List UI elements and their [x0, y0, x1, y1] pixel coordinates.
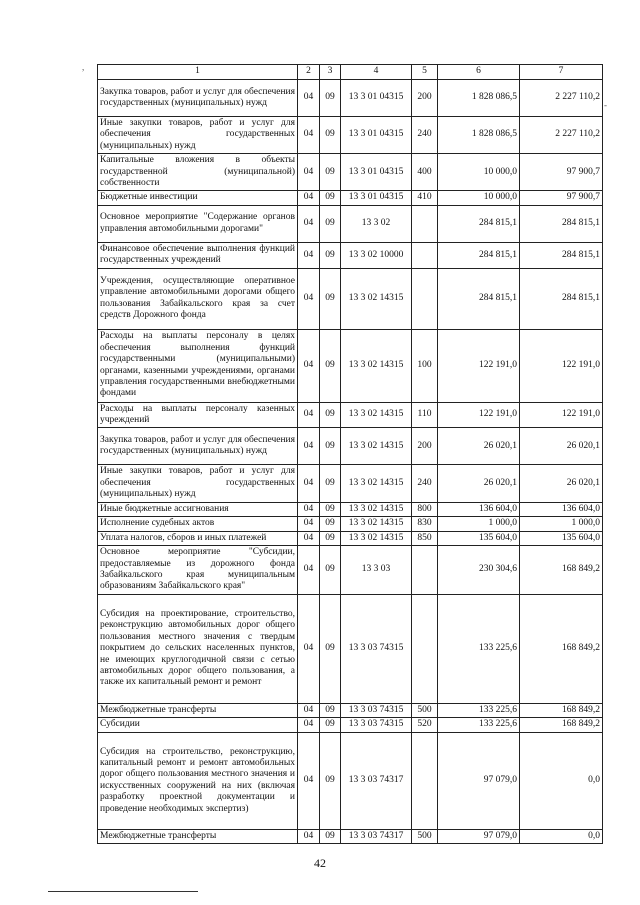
row-section-cell: 04	[298, 117, 320, 154]
row-sum-year1-cell: 136 604,0	[438, 502, 520, 516]
header-cell: 2	[298, 65, 320, 80]
table-row	[98, 829, 603, 843]
header-cell: 4	[341, 65, 412, 80]
row-expense-type-cell: 110	[412, 402, 438, 428]
table-row	[98, 402, 603, 428]
row-sum-year2-cell: 168 849,2	[520, 545, 603, 594]
row-subsection-cell: 09	[320, 829, 341, 843]
row-sum-year2-cell: 168 849,2	[520, 718, 603, 732]
row-subsection-cell: 09	[320, 117, 341, 154]
row-name-cell: Субсидии	[98, 718, 298, 732]
row-subsection-cell: 09	[320, 242, 341, 268]
row-name-cell: Субсидия на проектирование, строительство, реконструкцию автомобильных дорог общего пользования местного значения с твердым покрытием до сельских населенных пунктов, не имеющих круглогодичной связи с сетью автомобильных дорог общего пользования, а также их капитальный ремонт и ремонт	[98, 594, 298, 703]
row-name-cell: Иные закупки товаров, работ и услуг для обеспечения государственных (муниципальных) нужд	[98, 465, 298, 502]
row-target-code-cell: 13 3 02 14315	[341, 465, 412, 502]
row-sum-year2-cell: 0,0	[520, 829, 603, 843]
row-expense-type-cell	[412, 732, 438, 829]
row-sum-year2-cell: 284 815,1	[520, 242, 603, 268]
row-expense-type-cell: 850	[412, 531, 438, 545]
header-cell: 3	[320, 65, 341, 80]
row-subsection-cell: 09	[320, 402, 341, 428]
header-cell: 7	[520, 65, 603, 80]
row-sum-year1-cell: 122 191,0	[438, 329, 520, 402]
table-row	[98, 517, 603, 531]
row-name-cell: Исполнение судебных актов	[98, 517, 298, 531]
table-row	[98, 718, 603, 732]
row-sum-year1-cell: 133 225,6	[438, 703, 520, 717]
row-target-code-cell: 13 3 03 74315	[341, 594, 412, 703]
row-section-cell: 04	[298, 465, 320, 502]
row-expense-type-cell	[412, 268, 438, 329]
row-section-cell: 04	[298, 594, 320, 703]
row-section-cell: 04	[298, 205, 320, 242]
row-section-cell: 04	[298, 531, 320, 545]
row-subsection-cell: 09	[320, 80, 341, 117]
table-row	[98, 268, 603, 329]
row-sum-year2-cell: 2 227 110,2	[520, 117, 603, 154]
row-sum-year1-cell: 122 191,0	[438, 402, 520, 428]
row-subsection-cell: 09	[320, 545, 341, 594]
row-target-code-cell: 13 3 02 14315	[341, 402, 412, 428]
row-expense-type-cell: 200	[412, 428, 438, 465]
row-sum-year1-cell: 284 815,1	[438, 205, 520, 242]
row-target-code-cell: 13 3 02 10000	[341, 242, 412, 268]
row-section-cell: 04	[298, 428, 320, 465]
row-target-code-cell: 13 3 02 14315	[341, 531, 412, 545]
row-name-cell: Межбюджетные трансферты	[98, 703, 298, 717]
row-expense-type-cell	[412, 545, 438, 594]
row-section-cell: 04	[298, 517, 320, 531]
table-row	[98, 205, 603, 242]
row-target-code-cell: 13 3 01 04315	[341, 80, 412, 117]
row-name-cell: Закупка товаров, работ и услуг для обеспечения государственных (муниципальных) нужд	[98, 80, 298, 117]
table-row	[98, 154, 603, 191]
row-sum-year2-cell: 284 815,1	[520, 268, 603, 329]
row-section-cell: 04	[298, 329, 320, 402]
row-sum-year1-cell: 10 000,0	[438, 154, 520, 191]
row-sum-year1-cell: 10 000,0	[438, 191, 520, 205]
row-subsection-cell: 09	[320, 154, 341, 191]
row-sum-year2-cell: 135 604,0	[520, 531, 603, 545]
row-target-code-cell: 13 3 02 14315	[341, 268, 412, 329]
row-name-cell: Иные закупки товаров, работ и услуг для обеспечения государственных (муниципальных) нужд	[98, 117, 298, 154]
row-name-cell: Межбюджетные трансферты	[98, 829, 298, 843]
row-target-code-cell: 13 3 01 04315	[341, 154, 412, 191]
row-section-cell: 04	[298, 545, 320, 594]
page-number: 42	[314, 856, 326, 870]
row-name-cell: Учреждения, осуществляющие оперативное управление автомобильными дорогами общего пользования Забайкальского края за счет средств Дорожного фонда	[98, 268, 298, 329]
row-name-cell: Капитальные вложения в объекты государственной (муниципальной) собственности	[98, 154, 298, 191]
row-subsection-cell: 09	[320, 718, 341, 732]
row-expense-type-cell: 830	[412, 517, 438, 531]
row-sum-year2-cell: 168 849,2	[520, 594, 603, 703]
row-target-code-cell: 13 3 03 74315	[341, 718, 412, 732]
row-sum-year1-cell: 26 020,1	[438, 465, 520, 502]
row-sum-year1-cell: 1 828 086,5	[438, 80, 520, 117]
row-sum-year2-cell: 26 020,1	[520, 465, 603, 502]
row-name-cell: Основное мероприятие "Субсидии, предоставляемые из дорожного фонда Забайкальского края муниципальным образованиям Забайкальского края"	[98, 545, 298, 594]
header-cell: 5	[412, 65, 438, 80]
row-name-cell: Расходы на выплаты персоналу казенных учреждений	[98, 402, 298, 428]
row-target-code-cell: 13 3 03	[341, 545, 412, 594]
row-section-cell: 04	[298, 154, 320, 191]
row-sum-year2-cell: 1 000,0	[520, 517, 603, 531]
row-sum-year1-cell: 284 815,1	[438, 242, 520, 268]
row-target-code-cell: 13 3 01 04315	[341, 191, 412, 205]
row-sum-year2-cell: 168 849,2	[520, 703, 603, 717]
row-sum-year1-cell: 26 020,1	[438, 428, 520, 465]
row-section-cell: 04	[298, 703, 320, 717]
row-name-cell: Закупка товаров, работ и услуг для обеспечения государственных (муниципальных) нужд	[98, 428, 298, 465]
row-section-cell: 04	[298, 502, 320, 516]
table-row	[98, 465, 603, 502]
table-row	[98, 80, 603, 117]
table-header-row	[98, 65, 603, 80]
row-expense-type-cell: 240	[412, 465, 438, 502]
row-sum-year1-cell: 133 225,6	[438, 718, 520, 732]
table-row	[98, 191, 603, 205]
row-target-code-cell: 13 3 02	[341, 205, 412, 242]
row-name-cell: Субсидия на строительство, реконструкцию, капитальный ремонт и ремонт автомобильных дорог общего пользования местного значения и искусственных сооружений на них (включая разработку проектной документации и проведение необходимых экспертиз)	[98, 732, 298, 829]
row-sum-year1-cell: 1 000,0	[438, 517, 520, 531]
row-subsection-cell: 09	[320, 732, 341, 829]
table-row	[98, 732, 603, 829]
row-name-cell: Финансовое обеспечение выполнения функций государственных учреждений	[98, 242, 298, 268]
table-row	[98, 242, 603, 268]
row-target-code-cell: 13 3 03 74317	[341, 732, 412, 829]
row-target-code-cell: 13 3 02 14315	[341, 428, 412, 465]
row-subsection-cell: 09	[320, 703, 341, 717]
row-subsection-cell: 09	[320, 465, 341, 502]
row-expense-type-cell	[412, 205, 438, 242]
row-subsection-cell: 09	[320, 428, 341, 465]
row-sum-year2-cell: 122 191,0	[520, 402, 603, 428]
row-subsection-cell: 09	[320, 329, 341, 402]
row-expense-type-cell	[412, 594, 438, 703]
row-target-code-cell: 13 3 03 74315	[341, 703, 412, 717]
row-section-cell: 04	[298, 242, 320, 268]
row-subsection-cell: 09	[320, 531, 341, 545]
row-expense-type-cell: 500	[412, 703, 438, 717]
row-expense-type-cell: 410	[412, 191, 438, 205]
row-subsection-cell: 09	[320, 191, 341, 205]
row-subsection-cell: 09	[320, 502, 341, 516]
row-expense-type-cell: 400	[412, 154, 438, 191]
row-sum-year1-cell: 1 828 086,5	[438, 117, 520, 154]
row-sum-year1-cell: 97 079,0	[438, 829, 520, 843]
row-sum-year1-cell: 133 225,6	[438, 594, 520, 703]
row-section-cell: 04	[298, 732, 320, 829]
row-section-cell: 04	[298, 80, 320, 117]
bottom-rule	[48, 891, 198, 892]
row-name-cell: Основное мероприятие "Содержание органов управления автомобильными дорогами"	[98, 205, 298, 242]
row-expense-type-cell: 500	[412, 829, 438, 843]
row-target-code-cell: 13 3 02 14315	[341, 517, 412, 531]
table-row	[98, 703, 603, 717]
row-name-cell: Уплата налогов, сборов и иных платежей	[98, 531, 298, 545]
row-target-code-cell: 13 3 03 74317	[341, 829, 412, 843]
row-expense-type-cell: 520	[412, 718, 438, 732]
table-row	[98, 428, 603, 465]
margin-mark: ,	[82, 62, 85, 72]
table-row	[98, 117, 603, 154]
row-sum-year2-cell: 0,0	[520, 732, 603, 829]
table-row	[98, 545, 603, 594]
row-sum-year1-cell: 284 815,1	[438, 268, 520, 329]
row-section-cell: 04	[298, 268, 320, 329]
row-sum-year2-cell: 97 900,7	[520, 154, 603, 191]
row-target-code-cell: 13 3 02 14315	[341, 329, 412, 402]
row-target-code-cell: 13 3 01 04315	[341, 117, 412, 154]
row-sum-year2-cell: 122 191,0	[520, 329, 603, 402]
row-subsection-cell: 09	[320, 268, 341, 329]
row-section-cell: 04	[298, 829, 320, 843]
row-sum-year1-cell: 230 304,6	[438, 545, 520, 594]
row-sum-year2-cell: 26 020,1	[520, 428, 603, 465]
margin-mark: -	[604, 100, 607, 110]
row-expense-type-cell: 100	[412, 329, 438, 402]
row-sum-year2-cell: 284 815,1	[520, 205, 603, 242]
header-cell: 6	[438, 65, 520, 80]
table-row	[98, 594, 603, 703]
row-expense-type-cell: 240	[412, 117, 438, 154]
row-sum-year2-cell: 97 900,7	[520, 191, 603, 205]
row-name-cell: Бюджетные инвестиции	[98, 191, 298, 205]
row-section-cell: 04	[298, 718, 320, 732]
table-row	[98, 531, 603, 545]
row-subsection-cell: 09	[320, 594, 341, 703]
row-sum-year2-cell: 2 227 110,2	[520, 80, 603, 117]
row-section-cell: 04	[298, 191, 320, 205]
row-expense-type-cell: 200	[412, 80, 438, 117]
budget-table	[97, 64, 603, 844]
row-name-cell: Расходы на выплаты персоналу в целях обеспечения выполнения функций государственными (муниципальными) органами, казенными учреждениями, органами управления государственными внебюджетными фондами	[98, 329, 298, 402]
table-row	[98, 502, 603, 516]
row-sum-year2-cell: 136 604,0	[520, 502, 603, 516]
row-target-code-cell: 13 3 02 14315	[341, 502, 412, 516]
row-sum-year1-cell: 135 604,0	[438, 531, 520, 545]
row-subsection-cell: 09	[320, 517, 341, 531]
row-section-cell: 04	[298, 402, 320, 428]
row-sum-year1-cell: 97 079,0	[438, 732, 520, 829]
header-cell: 1	[98, 65, 298, 80]
row-expense-type-cell	[412, 242, 438, 268]
row-expense-type-cell: 800	[412, 502, 438, 516]
row-name-cell: Иные бюджетные ассигнования	[98, 502, 298, 516]
table-row	[98, 329, 603, 402]
row-subsection-cell: 09	[320, 205, 341, 242]
